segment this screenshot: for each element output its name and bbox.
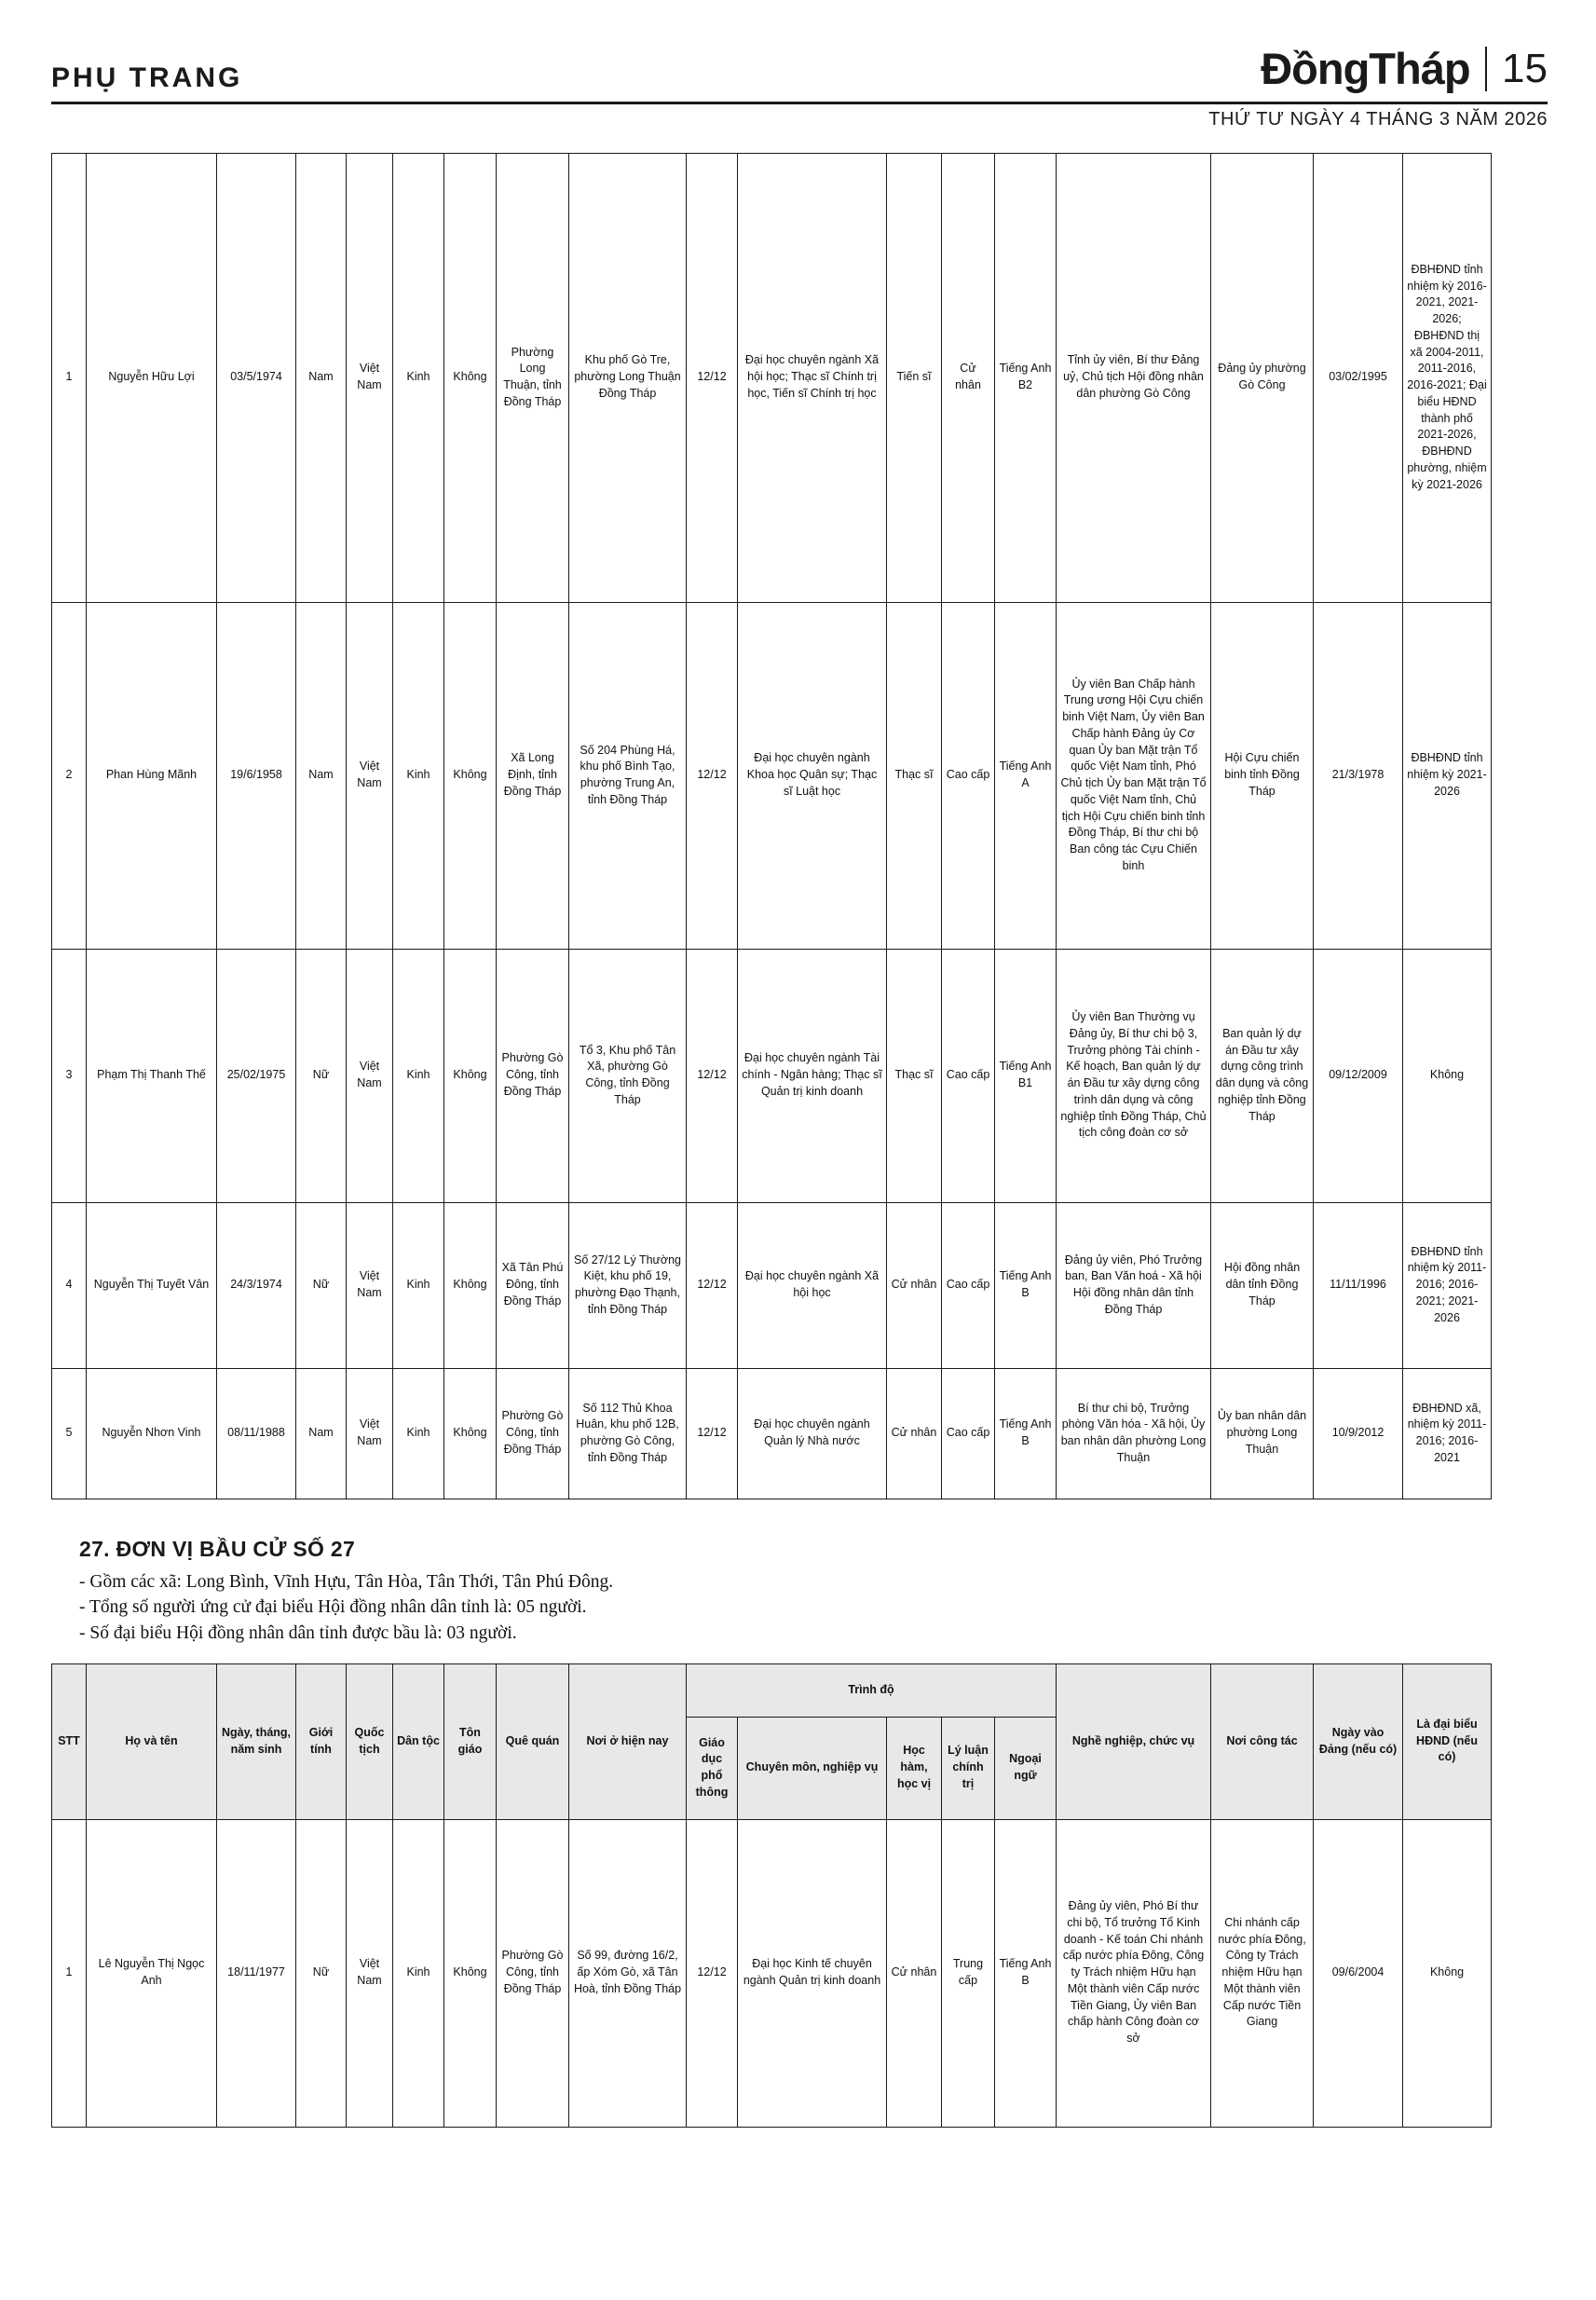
table-cell: 25/02/1975 [217,949,296,1202]
candidate-table-unit-26 [51,153,1492,1499]
brand-block [1261,43,1548,94]
table-cell: Tiếng Anh B [995,1819,1057,2127]
table-row [52,602,1492,949]
bullet-elected-count: - Số đại biểu Hội đồng nhân dân tỉnh được bầu là: 03 người. [79,1622,517,1643]
table-cell: Cử nhân [887,1819,942,2127]
table-cell: Tiếng Anh B2 [995,153,1057,602]
table-cell: 09/6/2004 [1314,1819,1403,2127]
page-section-title: PHỤ TRANG [51,62,243,93]
table-cell: Việt Nam [347,602,393,949]
table-cell: Không [1403,949,1492,1202]
table-row [52,153,1492,602]
table-cell: Bí thư chi bộ, Trưởng phòng Văn hóa - Xã hội, Ủy ban nhân dân phường Long Thuận [1057,1368,1211,1499]
bullet-communes: - Gồm các xã: Long Bình, Vĩnh Hựu, Tân Hòa, Tân Thới, Tân Phú Đông. [79,1571,614,1592]
table-cell: Việt Nam [347,1202,393,1368]
brand-divider [1485,47,1488,91]
table-cell: Số 99, đường 16/2, ấp Xóm Gò, xã Tân Hoà, tỉnh Đồng Tháp [569,1819,687,2127]
table-cell: Không [444,1368,497,1499]
table-cell: 21/3/1978 [1314,602,1403,949]
table-header [52,1663,1492,1819]
table-cell: Không [1403,1819,1492,2127]
table-cell: Ủy viên Ban Chấp hành Trung ương Hội Cựu chiến binh Việt Nam, Ủy viên Ban Chấp hành Đảng ủy Cơ quan Ủy ban Mặt trận Tổ quốc Việt Nam tỉnh, Phó Chủ tịch Ủy ban Mặt trận Tổ quốc Việt Nam tỉnh, Chủ tịch Hội Cựu chiến binh tỉnh Đồng Tháp, Bí thư chi bộ Ban công tác Cựu Chiến binh [1057,602,1211,949]
table-row [52,1368,1492,1499]
table-cell: Cao cấp [942,1368,995,1499]
table-cell: Đại học chuyên ngành Quản lý Nhà nước [738,1368,887,1499]
table-cell: 1 [52,153,87,602]
table-cell: 12/12 [687,602,738,949]
table-cell: Chi nhánh cấp nước phía Đông, Công ty Trách nhiệm Hữu hạn Một thành viên Cấp nước Tiền Giang [1211,1819,1314,2127]
table-cell: ĐBHĐND tỉnh nhiệm kỳ 2011-2016; 2016-2021; 2021-2026 [1403,1202,1492,1368]
table-cell: Xã Long Định, tỉnh Đồng Tháp [497,602,569,949]
table-cell: Việt Nam [347,1368,393,1499]
table-cell: 03/5/1974 [217,153,296,602]
table-cell: Đại học chuyên ngành Xã hội học; Thạc sĩ Chính trị học, Tiến sĩ Chính trị học [738,153,887,602]
table-cell: 08/11/1988 [217,1368,296,1499]
table-cell: Kinh [393,1819,444,2127]
col-header-hometown: Quê quán [497,1663,569,1819]
table-cell: Không [444,602,497,949]
table-cell: Ủy viên Ban Thường vụ Đảng ủy, Bí thư chi bộ 3, Trưởng phòng Tài chính - Kế hoạch, Ban quản lý dự án Đầu tư xây dựng công trình dân dụng và công nghiệp tỉnh Đồng Tháp, Chủ tịch công đoàn cơ sở [1057,949,1211,1202]
table-cell: Tỉnh ủy viên, Bí thư Đảng uỷ, Chủ tịch Hội đồng nhân dân phường Gò Công [1057,153,1211,602]
table-cell: Việt Nam [347,1819,393,2127]
table-cell: Cử nhân [887,1202,942,1368]
table-cell: 18/11/1977 [217,1819,296,2127]
table-cell: 2 [52,602,87,949]
table-cell: Nguyễn Nhơn Vinh [87,1368,217,1499]
table-cell: Số 112 Thủ Khoa Huân, khu phố 12B, phường Gò Công, tỉnh Đồng Tháp [569,1368,687,1499]
table-cell: ĐBHĐND tỉnh nhiệm kỳ 2016-2021, 2021-2026; ĐBHĐND thị xã 2004-2011, 2011-2016, 2016-2021; Đại biểu HĐND thành phố 2021-2026, ĐBHĐND phường, nhiệm kỳ 2021-2026 [1403,153,1492,602]
col-header-ethnicity: Dân tộc [393,1663,444,1819]
table-cell: Hội đồng nhân dân tỉnh Đồng Tháp [1211,1202,1314,1368]
col-header-stt: STT [52,1663,87,1819]
col-header-religion: Tôn giáo [444,1663,497,1819]
table-cell: Phường Gò Công, tỉnh Đồng Tháp [497,1819,569,2127]
page-number: 15 [1502,45,1548,91]
table-cell: Việt Nam [347,153,393,602]
table-cell: Phường Long Thuận, tỉnh Đồng Tháp [497,153,569,602]
table-cell: Nam [296,1368,347,1499]
col-header-workplace: Nơi công tác [1211,1663,1314,1819]
table-cell: Tiến sĩ [887,153,942,602]
table-cell: 3 [52,949,87,1202]
table-cell: Kinh [393,153,444,602]
table-cell: Nam [296,602,347,949]
table-cell: Không [444,1819,497,2127]
col-header-residence: Nơi ở hiện nay [569,1663,687,1819]
table-cell: Nữ [296,1819,347,2127]
table-cell: Kinh [393,1368,444,1499]
table-cell: Trung cấp [942,1819,995,2127]
col-group-header-qualification: Trình độ [687,1663,1057,1717]
table-cell: 4 [52,1202,87,1368]
table-cell: Không [444,1202,497,1368]
table-cell: Phạm Thị Thanh Thế [87,949,217,1202]
issue-date: THỨ TƯ NGÀY 4 THÁNG 3 NĂM 2026 [1208,108,1548,130]
table-cell: 11/11/1996 [1314,1202,1403,1368]
table-cell: Thạc sĩ [887,949,942,1202]
table-cell: Hội Cựu chiến binh tỉnh Đồng Tháp [1211,602,1314,949]
table-cell: Cao cấp [942,602,995,949]
table-cell: 5 [52,1368,87,1499]
table-cell: 12/12 [687,1368,738,1499]
col-header-foreign-language: Ngoại ngữ [995,1717,1057,1819]
masthead [51,43,1548,94]
bullet-total-candidates: - Tổng số người ứng cử đại biểu Hội đồng nhân dân tỉnh là: 05 người. [79,1597,587,1618]
table-cell: 12/12 [687,949,738,1202]
table-cell: Đảng ủy viên, Phó Bí thư chi bộ, Tổ trưởng Tổ Kinh doanh - Kế toán Chi nhánh cấp nước phía Đông, Công ty Trách nhiệm Hữu hạn Một thành viên Cấp nước Tiền Giang, Ủy viên Ban chấp hành Công đoàn cơ sở [1057,1819,1211,2127]
table-cell: Ban quản lý dự án Đầu tư xây dựng công trình dân dụng và công nghiệp tỉnh Đồng Tháp [1211,949,1314,1202]
table-cell: Tiếng Anh B [995,1368,1057,1499]
col-header-dob: Ngày, tháng, năm sinh [217,1663,296,1819]
col-header-political-theory: Lý luận chính trị [942,1717,995,1819]
table-cell: Tiếng Anh B [995,1202,1057,1368]
table-cell: ĐBHĐND tỉnh nhiệm kỳ 2021-2026 [1403,602,1492,949]
table-cell: Cao cấp [942,1202,995,1368]
table-cell: Phan Hùng Mãnh [87,602,217,949]
table-cell: Xã Tân Phú Đông, tỉnh Đồng Tháp [497,1202,569,1368]
section-27-title: 27. ĐƠN VỊ BẦU CỬ SỐ 27 [79,1536,356,1561]
newspaper-page [0,43,1596,2300]
col-header-gender: Giới tính [296,1663,347,1819]
table-cell: Cử nhân [887,1368,942,1499]
table-cell: 12/12 [687,1819,738,2127]
table-cell: 09/12/2009 [1314,949,1403,1202]
table-cell: 10/9/2012 [1314,1368,1403,1499]
table-cell: Nữ [296,1202,347,1368]
table-cell: Lê Nguyễn Thị Ngọc Anh [87,1819,217,2127]
col-header-name: Họ và tên [87,1663,217,1819]
table-cell: Cao cấp [942,949,995,1202]
table-cell: Đại học Kinh tế chuyên ngành Quản trị kinh doanh [738,1819,887,2127]
table-cell: Số 204 Phùng Há, khu phố Bình Tạo, phường Trung An, tỉnh Đồng Tháp [569,602,687,949]
table-cell: Kinh [393,1202,444,1368]
table-cell: Khu phố Gò Tre, phường Long Thuận Đồng Tháp [569,153,687,602]
table-cell: Nguyễn Hữu Lợi [87,153,217,602]
newspaper-logo: ĐồngTháp [1261,44,1470,93]
table-cell: Đại học chuyên ngành Khoa học Quân sự; Thạc sĩ Luật học [738,602,887,949]
col-header-occupation: Nghề nghiệp, chức vụ [1057,1663,1211,1819]
table-cell: Cử nhân [942,153,995,602]
col-header-general-education: Giáo dục phổ thông [687,1717,738,1819]
table-cell: 19/6/1958 [217,602,296,949]
masthead-rule [51,102,1548,104]
table-cell: Việt Nam [347,949,393,1202]
table-cell: Thạc sĩ [887,602,942,949]
table-cell: ĐBHĐND xã, nhiệm kỳ 2011-2016; 2016-2021 [1403,1368,1492,1499]
table-cell: Kinh [393,602,444,949]
table-cell: Nữ [296,949,347,1202]
candidate-table-unit-27 [51,1663,1492,2128]
table-cell: Không [444,949,497,1202]
col-header-professional: Chuyên môn, nghiệp vụ [738,1717,887,1819]
table-cell: Không [444,153,497,602]
table-cell: Nguyễn Thị Tuyết Vân [87,1202,217,1368]
table-cell: 12/12 [687,153,738,602]
table-cell: 03/02/1995 [1314,153,1403,602]
table-cell: Phường Gò Công, tỉnh Đồng Tháp [497,949,569,1202]
table-cell: Đại học chuyên ngành Tài chính - Ngân hàng; Thạc sĩ Quản trị kinh doanh [738,949,887,1202]
col-header-academic-degree: Học hàm, học vị [887,1717,942,1819]
col-header-party-date: Ngày vào Đảng (nếu có) [1314,1663,1403,1819]
col-header-delegate: Là đại biểu HĐND (nếu có) [1403,1663,1492,1819]
table-cell: Ủy ban nhân dân phường Long Thuận [1211,1368,1314,1499]
section-27-bullets [79,1569,1545,1647]
table-cell: Nam [296,153,347,602]
col-header-nationality: Quốc tịch [347,1663,393,1819]
table-cell: Tiếng Anh A [995,602,1057,949]
table-cell: Đảng ủy phường Gò Công [1211,153,1314,602]
table-cell: 24/3/1974 [217,1202,296,1368]
table-cell: 1 [52,1819,87,2127]
section-27 [79,1537,1545,1647]
table-cell: Kinh [393,949,444,1202]
table-cell: Đại học chuyên ngành Xã hội học [738,1202,887,1368]
table-row [52,949,1492,1202]
table-cell: 12/12 [687,1202,738,1368]
table-cell: Tiếng Anh B1 [995,949,1057,1202]
table-row [52,1819,1492,2127]
table-row [52,1202,1492,1368]
table-cell: Tổ 3, Khu phố Tân Xã, phường Gò Công, tỉnh Đồng Tháp [569,949,687,1202]
table-cell: Số 27/12 Lý Thường Kiệt, khu phố 19, phường Đạo Thạnh, tỉnh Đồng Tháp [569,1202,687,1368]
table-cell: Đảng ủy viên, Phó Trưởng ban, Ban Văn hoá - Xã hội Hội đồng nhân dân tỉnh Đồng Tháp [1057,1202,1211,1368]
table-cell: Phường Gò Công, tỉnh Đồng Tháp [497,1368,569,1499]
